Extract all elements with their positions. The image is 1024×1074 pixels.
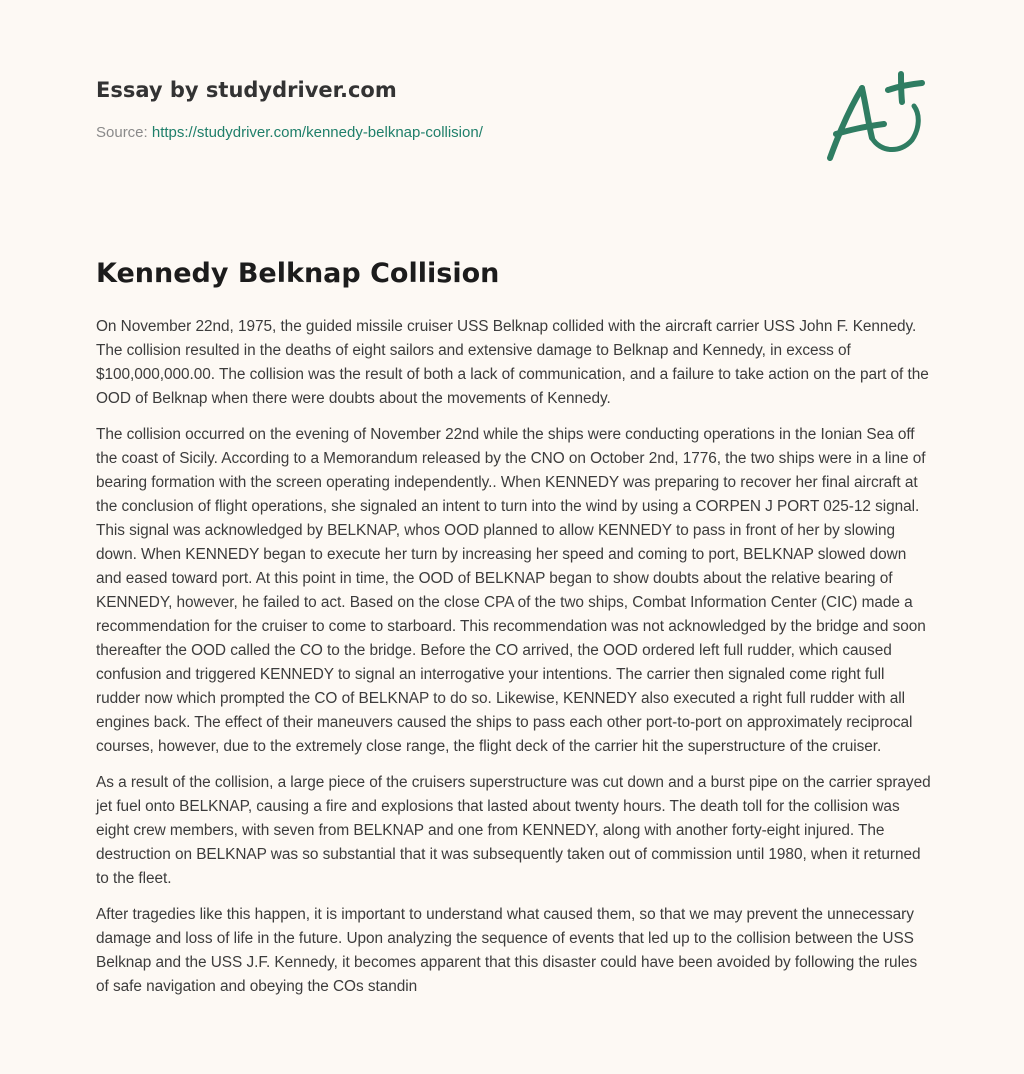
paragraph: After tragedies like this happen, it is important to understand what caused them, so that we may prevent the unnecessary damage and loss of life in the future. Upon analyzing the sequence of events that led up to the collision between the USS Belknap and the USS J.F. Kennedy, it becomes apparent that this disaster could have been avoided by following the rules of safe navigation and obeying the COs standin bbox=[96, 906, 918, 995]
paragraph: On November 22nd, 1975, the guided missile cruiser USS Belknap collided with the aircraft carrier USS John F. Kennedy. The collision resulted in the deaths of eight sailors and extensive damage to Belknap and Kennedy, in excess of $100,000,000.00. The collision was the result of both a lack of communication, and a failure to take action on the part of the OOD of Belknap when there were doubts about the movements of Kennedy. bbox=[96, 318, 929, 407]
brand-title: Essay by studydriver.com bbox=[96, 78, 397, 102]
a-plus-grade-icon bbox=[822, 66, 932, 166]
paragraph: The collision occurred on the evening of November 22nd while the ships were conducting operations in the Ionian Sea off the coast of Sicily. According to a Memorandum released by the CNO on October 2nd, 1776, the two ships were in a line of bearing formation with the screen operating independently.. When KENNEDY was preparing to recover her final aircraft at the conclusion of flight operations, she signaled an intent to turn into the wind by using a CORPEN J PORT 025-12 signal. This signal was acknowledged by BELKNAP, whos OOD planned to allow KENNEDY to pass in front of her by slowing down. When KENNEDY began to execute her turn by increasing her speed and coming to port, BELKNAP slowed down and eased toward port. At this point in time, the OOD of BELKNAP began to show doubts about the relative bearing of KENNEDY, however, he failed to act. Based on the close CPA of the two ships, Combat Information Center (CIC) made a recommendation for the cruiser to come to starboard. This recommendation was not acknowledged by the bridge and soon thereafter the OOD called the CO to the bridge. Before the CO arrived, the OOD ordered left full rudder, which caused confusion and triggered KENNEDY to signal an interrogative your intentions. The carrier then signaled come right full rudder now which prompted the CO of BELKNAP to do so. Likewise, KENNEDY also executed a right full rudder with all engines back. The effect of their maneuvers caused the ships to pass each other port-to-port on approximately reciprocal courses, however, due to the extremely close range, the flight deck of the carrier hit the superstructure of the cruiser. bbox=[96, 426, 926, 755]
article-title: Kennedy Belknap Collision bbox=[96, 258, 500, 289]
page-header bbox=[96, 76, 483, 143]
article-body bbox=[96, 315, 932, 1011]
paragraph: As a result of the collision, a large piece of the cruisers superstructure was cut down and a burst pipe on the carrier sprayed jet fuel onto BELKNAP, causing a fire and explosions that lasted about twenty hours. The death toll for the collision was eight crew members, with seven from BELKNAP and one from KENNEDY, along with another forty-eight injured. The destruction on BELKNAP was so substantial that it was subsequently taken out of commission until 1980, when it returned to the fleet. bbox=[96, 774, 931, 887]
source-link[interactable]: https://studydriver.com/kennedy-belknap-collision/ bbox=[151, 124, 483, 141]
source-label: Source: bbox=[96, 124, 148, 141]
source-line bbox=[96, 123, 483, 143]
